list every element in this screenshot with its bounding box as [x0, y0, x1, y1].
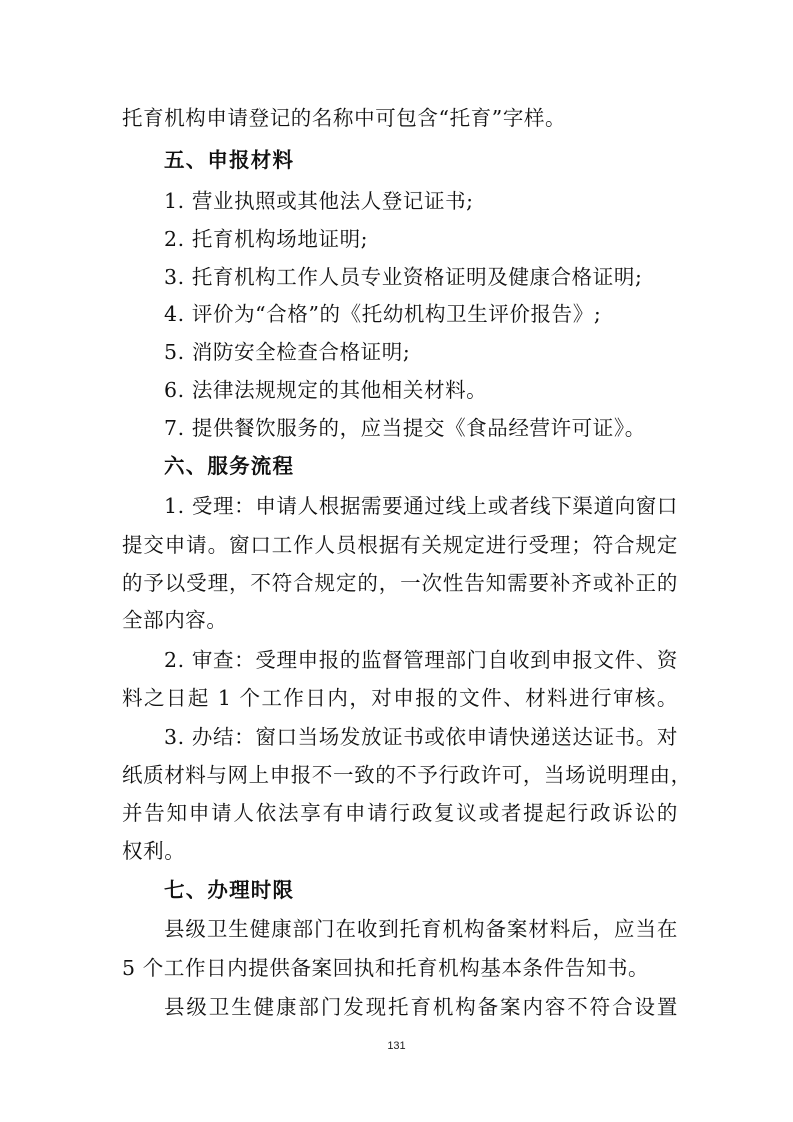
page-number: 131 — [387, 1040, 406, 1052]
process-paragraph-line: 并告知申请人依法享有申请行政复议或者提起行政诉讼的 — [122, 801, 678, 825]
process-paragraph-line: 3. 办结：窗口当场发放证书或依申请快递送达证书。对 — [164, 725, 678, 749]
continuation-line: 托育机构申请登记的名称中可包含“托育”字样。 — [122, 106, 567, 130]
time-limit-paragraph-line: 5 个工作日内提供备案回执和托育机构基本条件告知书。 — [122, 956, 650, 980]
materials-item: 5. 消防安全检查合格证明; — [164, 340, 411, 364]
section-heading-application-materials: 五、申报材料 — [164, 148, 295, 172]
materials-item: 7. 提供餐饮服务的，应当提交《食品经营许可证》。 — [164, 416, 646, 440]
section-heading-service-process: 六、服务流程 — [164, 454, 295, 478]
process-paragraph-line: 提交申请。窗口工作人员根据有关规定进行受理；符合规定 — [122, 533, 678, 557]
process-paragraph-line: 料之日起 1 个工作日内，对申报的文件、材料进行审核。 — [122, 686, 678, 710]
section-heading-processing-time: 七、办理时限 — [164, 878, 295, 902]
process-paragraph-line: 全部内容。 — [122, 608, 228, 632]
materials-item: 3. 托育机构工作人员专业资格证明及健康合格证明; — [164, 265, 643, 289]
process-paragraph-line: 权利。 — [122, 839, 186, 863]
time-limit-paragraph-line: 县级卫生健康部门在收到托育机构备案材料后，应当在 — [164, 917, 678, 941]
time-limit-paragraph-line: 县级卫生健康部门发现托育机构备案内容不符合设置 — [164, 995, 678, 1019]
process-paragraph-line: 纸质材料与网上申报不一致的不予行政许可，当场说明理由， — [122, 763, 692, 787]
materials-item: 2. 托育机构场地证明; — [164, 227, 369, 251]
process-paragraph-line: 2. 审查：受理申报的监督管理部门自收到申报文件、资 — [164, 648, 678, 672]
materials-item: 4. 评价为“合格”的《托幼机构卫生评价报告》; — [164, 302, 602, 326]
materials-item: 6. 法律法规规定的其他相关材料。 — [164, 378, 488, 402]
materials-item: 1. 营业执照或其他法人登记证书; — [164, 189, 474, 213]
process-paragraph-line: 1. 受理：申请人根据需要通过线上或者线下渠道向窗口 — [164, 494, 678, 518]
process-paragraph-line: 的予以受理，不符合规定的，一次性告知需要补齐或补正的 — [122, 571, 678, 595]
